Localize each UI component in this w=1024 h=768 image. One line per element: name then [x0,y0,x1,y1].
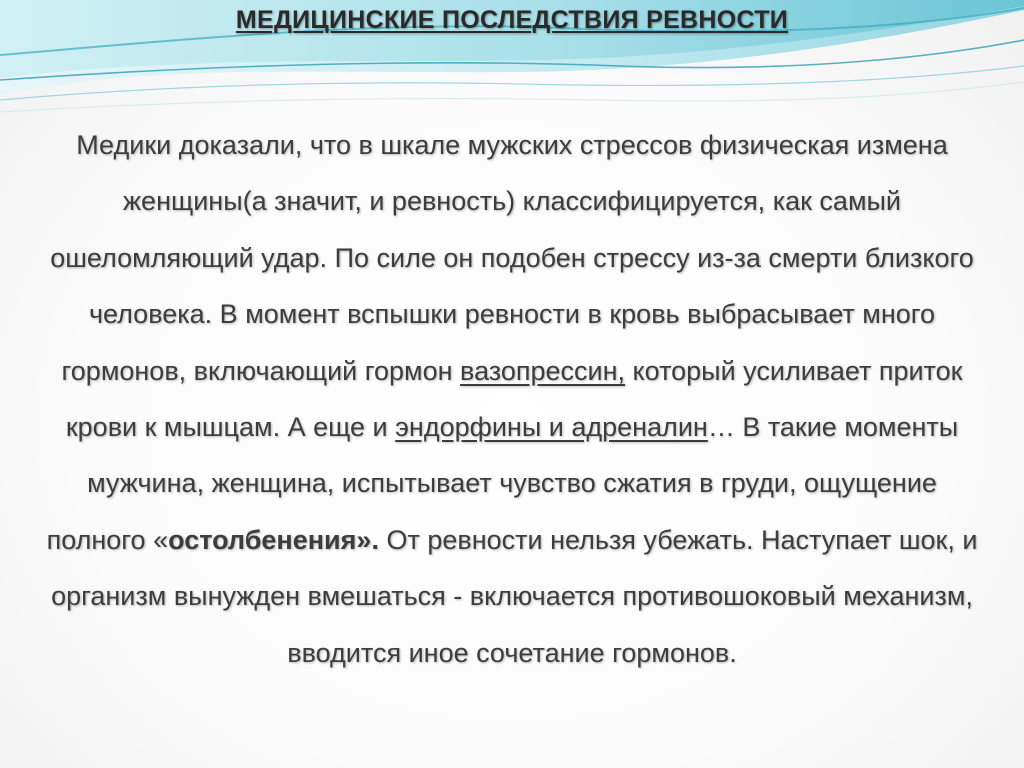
body-text-part: который усиливает приток крови к мышцам. А еще и [65,355,963,443]
vasopressin-link[interactable]: вазопрессин, [460,355,626,386]
body-text-part: … В такие моменты мужчина, женщина, испытывает чувство сжатия в груди, ощущение полного « [46,412,959,555]
body-text-part: Медики доказали, что в шкале мужских стрессов физическая измена женщины(а значит, и ревность) классифицируется, как самый ошеломляющий удар. По силе он подобен стрессу из-за смерти близкого человека. В момент вспышки ревности в кровь выбрасывает много гормонов, включающий гормон [50,130,974,386]
slide-body-text [40,117,984,681]
endorphins-adrenaline-link[interactable]: эндорфины и адреналин [395,412,708,443]
closing-quote: ». [356,524,379,555]
bold-term: остолбенения [168,524,357,555]
slide-title: МЕДИЦИНСКИЕ ПОСЛЕДСТВИЯ РЕВНОСТИ [235,6,789,34]
body-text-part: От ревности нельзя убежать. Наступает шок, и организм вынужден вмешаться - включается противошоковый механизм, вводится иное сочетание гормонов. [51,524,978,668]
